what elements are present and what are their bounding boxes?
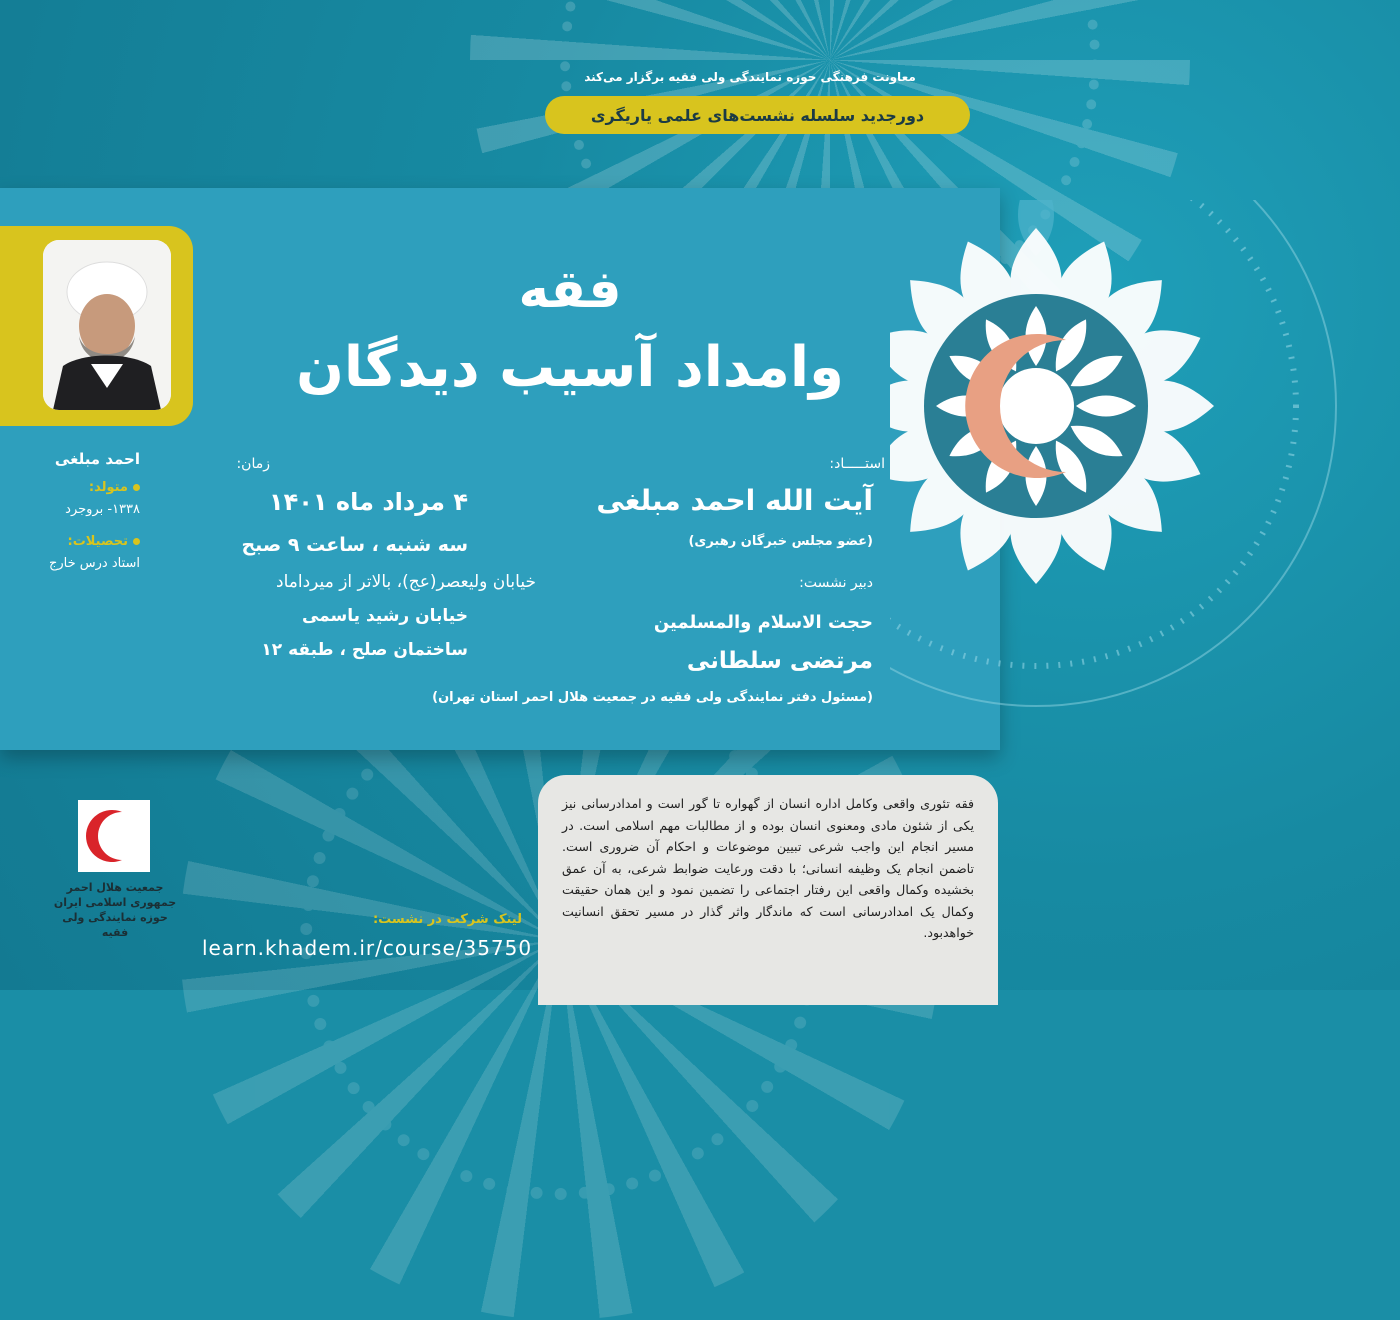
moderator-role: (مسئول دفتر نمایندگی ولی فقیه در جمعیت هلال احمر استان تهران): [432, 690, 873, 705]
address-line-1: خیابان ولیعصر(عج)، بالاتر از میرداماد: [276, 572, 536, 592]
series-pill: [545, 96, 970, 134]
address-line-3: ساختمان صلح ، طبقه ۱۲: [261, 640, 468, 660]
mandala-flower-icon: [890, 200, 1400, 740]
logo-line-3: حوزه نمایندگی ولی فقیه: [62, 911, 168, 939]
moderator-title: حجت الاسلام والمسلمین: [653, 612, 873, 633]
speaker-label: استـــــاد:: [829, 456, 885, 472]
link-label: لینک شرکت در نشست:: [372, 912, 522, 927]
red-crescent-logo-icon: [78, 800, 150, 872]
event-day-time: سه شنبه ، ساعت ۹ صبح: [241, 534, 468, 556]
logo-caption: [50, 880, 180, 940]
time-label: زمان:: [236, 456, 270, 472]
course-link[interactable]: learn.khadem.ir/course/35750: [202, 936, 533, 960]
organizer-text: معاونت فرهنگی حوزه نمایندگی ولی فقیه برگزار می‌کند: [584, 70, 916, 84]
logo-line-1: جمعیت هلال احمر: [66, 881, 164, 894]
title-line-1: فقه: [518, 260, 622, 320]
bio-born-label: متولد:: [0, 480, 140, 495]
bullet-icon: [133, 484, 140, 491]
speaker-role: (عضو مجلس خبرگان رهبری): [688, 534, 873, 549]
event-date: ۴ مرداد ماه ۱۴۰۱: [268, 488, 468, 516]
speaker-portrait: [43, 240, 171, 410]
bio-born: ۱۳۳۸- بروجرد: [65, 502, 140, 517]
address-line-2: خیابان رشید یاسمی: [301, 606, 468, 626]
bio-name: احمد مبلغی: [54, 450, 140, 468]
description-box: فقه تئوری واقعی وکامل اداره انسان از گهواره تا گور است و امدادرسانی نیز یکی از شئون مادی ومعنوی انسان بوده و از مطالبات مهم اسلامی است. در مسیر انجام این واجب شرعی تبیین موضوعات و احکام آن ضروری است. تاضمن انجام یک وظیفه انسانی؛ با دقت ورعایت ضوابط شرعی، به آن عمق بخشیده وکمال واقعی این رفتار اجتماعی را تضمین نمود و این همان حقیقت وکمال یک امدادرسانی است که ماندگار واثر گذار در مسیر تحقق انسانیت خواهدبود.: [538, 775, 998, 1005]
moderator-label: دبیر نشست:: [799, 575, 873, 591]
bullet-icon: [133, 538, 140, 545]
bio-edu-label: تحصیلات:: [0, 534, 140, 549]
series-title: دورجدید سلسله نشست‌های علمی یاریگری: [590, 105, 925, 125]
bio-education: استاد درس خارج: [48, 556, 140, 571]
speaker-name: آیت الله احمد مبلغی: [596, 484, 873, 517]
title-line-2: وامداد آسیب دیدگان: [296, 335, 844, 400]
logo-line-2: جمهوری اسلامی ایران: [53, 896, 177, 909]
moderator-name: مرتضی سلطانی: [686, 648, 873, 674]
